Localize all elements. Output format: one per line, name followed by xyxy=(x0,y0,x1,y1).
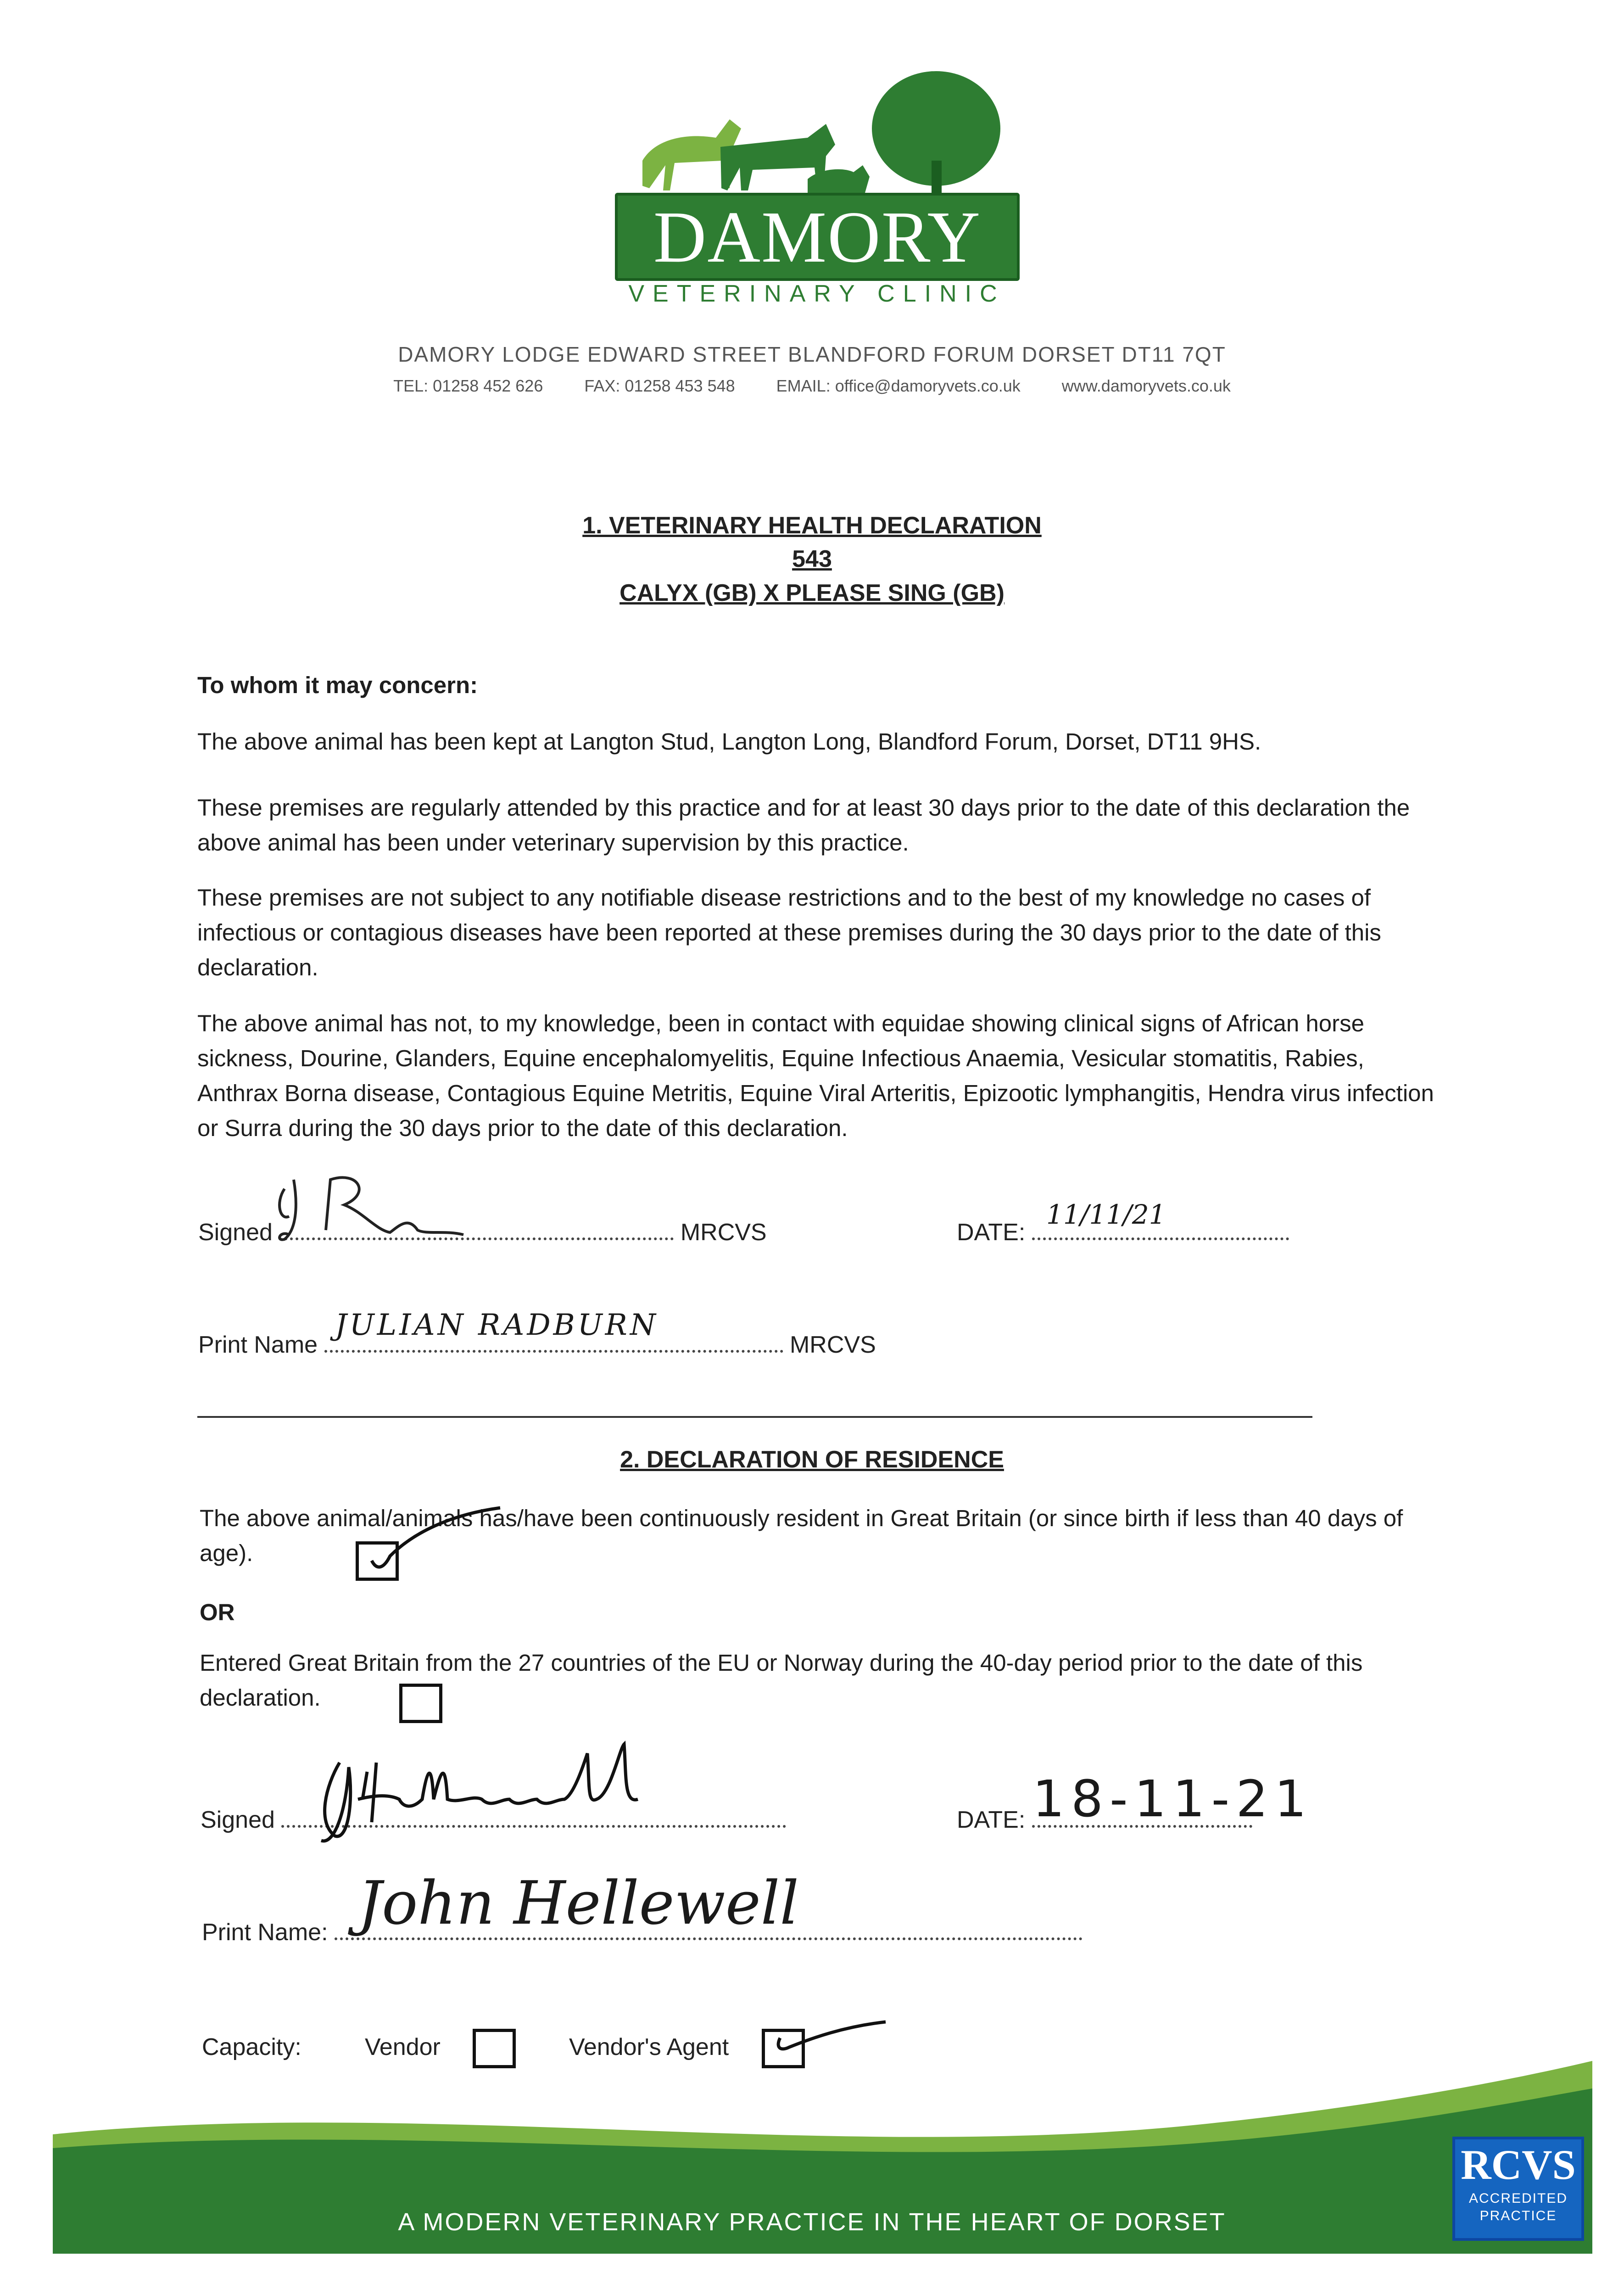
agent-label: Vendor's Agent xyxy=(569,2034,729,2060)
vet-signed-mrcvs: MRCVS xyxy=(680,1219,767,1246)
section1-title: 1. VETERINARY HEALTH DECLARATION xyxy=(582,512,1042,539)
fax: FAX: 01258 453 548 xyxy=(584,376,735,395)
logo-subtitle: VETERINARY CLINIC xyxy=(628,280,1005,307)
owner-print-label: Print Name: xyxy=(202,1919,328,1946)
or-label: OR xyxy=(200,1599,235,1625)
footer-wave xyxy=(0,2043,1624,2295)
owner-date-label: DATE: xyxy=(957,1807,1026,1833)
footer-tagline: A MODERN VETERINARY PRACTICE IN THE HEART OF DORSET xyxy=(398,2208,1226,2236)
capacity-label: Capacity: xyxy=(202,2034,301,2060)
vet-print-label: Print Name xyxy=(198,1332,318,1358)
paragraph-kept: The above animal has been kept at Langton Stud, Langton Long, Blandford Forum, Dorset, DT11 9HS. xyxy=(197,728,1261,755)
section1-animal: CALYX (GB) X PLEASE SING (GB) xyxy=(619,580,1005,606)
email: EMAIL: office@damoryvets.co.uk xyxy=(776,376,1021,395)
logo-graphic xyxy=(615,69,1028,197)
vet-signature xyxy=(271,1161,468,1253)
owner-print-value: John Hellewell xyxy=(358,1868,799,1938)
rcvs-badge xyxy=(1452,2137,1584,2241)
residence-option-1: The above animal/animals has/have been continuously resident in Great Britain (or since birth if less than 40 days of age). xyxy=(200,1505,1403,1566)
rcvs-badge-sub1: ACCREDITED xyxy=(1468,2191,1568,2206)
residence-option-2: Entered Great Britain from the 27 countries of the EU or Norway during the 40-day period prior to the date of this declaration. xyxy=(200,1650,1363,1711)
section2-title: 2. DECLARATION OF RESIDENCE xyxy=(620,1446,1004,1473)
rcvs-badge-sub2: PRACTICE xyxy=(1479,2208,1557,2223)
owner-signed-label: Signed xyxy=(201,1807,275,1833)
logo-name: DAMORY xyxy=(615,193,1020,281)
website: www.damoryvets.co.uk xyxy=(1061,376,1231,395)
checkmark-1 xyxy=(358,1501,505,1579)
address-line: DAMORY LODGE EDWARD STREET BLANDFORD FORUM DORSET DT11 7QT xyxy=(398,342,1226,366)
logo-tree-trunk xyxy=(932,161,942,197)
vet-print-value: JULIAN RADBURN xyxy=(335,1308,659,1342)
vet-date-value: 11/11/21 xyxy=(1046,1199,1166,1230)
residence-checkbox-2[interactable] xyxy=(399,1684,442,1723)
vet-date-label: DATE: xyxy=(957,1219,1026,1246)
vet-signed-label: Signed xyxy=(198,1219,273,1246)
paragraph-restrictions: These premises are not subject to any notifiable disease restrictions and to the best of my knowledge no cases of infectious or contagious diseases have been reported at these premises during the 30 days prior to the date of this declaration. xyxy=(197,884,1381,980)
telephone: TEL: 01258 452 626 xyxy=(393,376,543,395)
contact-line xyxy=(0,376,1624,396)
owner-date-value: 18-11-21 xyxy=(1032,1769,1313,1828)
paragraph-supervision: These premises are regularly attended by this practice and for at least 30 days prior to the date of this declaration the above animal has been under veterinary supervision by this practice. xyxy=(197,795,1410,856)
section-divider xyxy=(197,1416,1312,1418)
salutation: To whom it may concern: xyxy=(197,672,478,698)
section1-number: 543 xyxy=(792,546,832,572)
rcvs-badge-main: RCVS xyxy=(1461,2141,1576,2188)
paragraph-diseases: The above animal has not, to my knowledge, been in contact with equidae showing clinical signs of African horse sickness, Dourine, Glanders, Equine encephalomyelitis, Equine Infectious Anaemia, Vesicular stomatitis, Rabies, Anthrax Borna disease, Contagious Equine Metritis, Equine Viral Arteritis, Epizootic lymphangitis, Hendra virus infection or Surra during the 30 days prior to the date of this declaration. xyxy=(197,1010,1434,1141)
vendor-label: Vendor xyxy=(365,2034,441,2060)
vet-print-mrcvs: MRCVS xyxy=(789,1332,876,1358)
owner-signature xyxy=(307,1730,693,1850)
